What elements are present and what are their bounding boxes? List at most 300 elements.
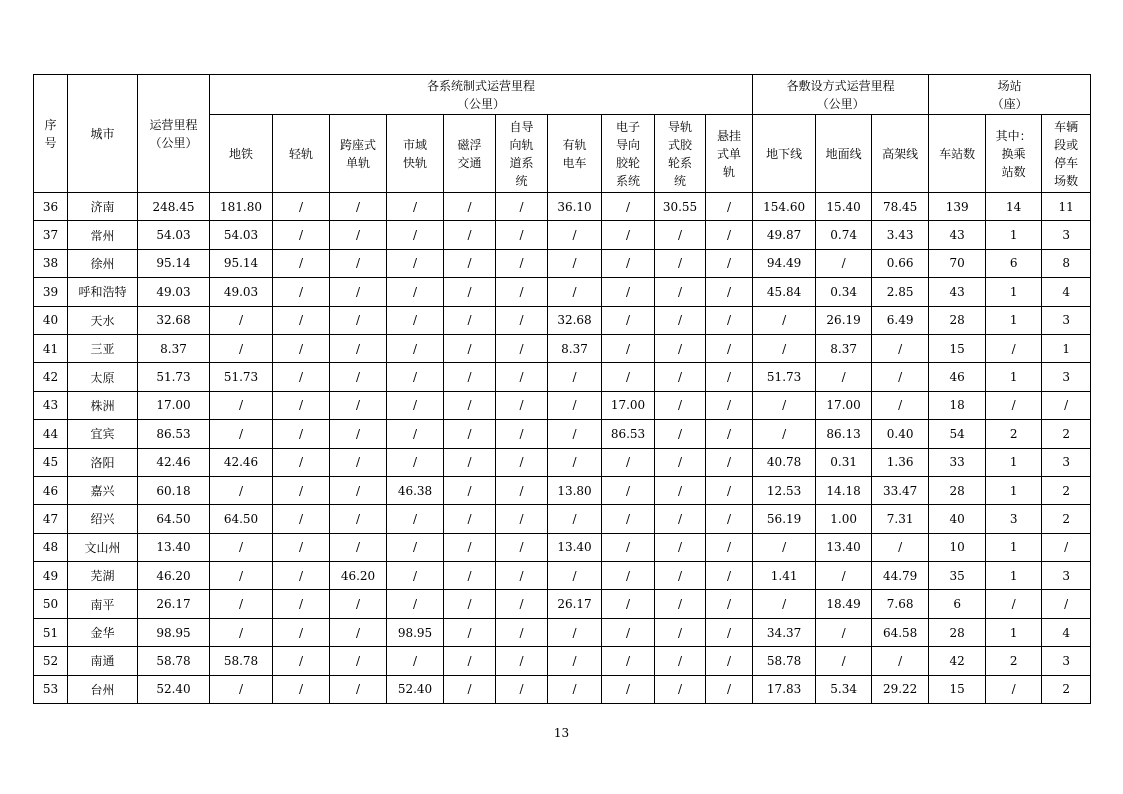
value-cell: 3.43 [872, 221, 929, 249]
value-cell: / [548, 675, 602, 703]
value-cell: / [387, 448, 444, 476]
header-system-col: 市域 快轨 [387, 115, 444, 193]
value-cell: / [273, 278, 330, 306]
header-city: 城市 [68, 75, 138, 193]
value-cell: / [387, 590, 444, 618]
value-cell: / [210, 590, 273, 618]
value-cell: 18.49 [816, 590, 872, 618]
value-cell: / [387, 391, 444, 419]
value-cell: / [496, 278, 548, 306]
value-cell: 40 [929, 505, 986, 533]
value-cell: 49.03 [210, 278, 273, 306]
page-number: 13 [553, 726, 570, 740]
value-cell: / [872, 391, 929, 419]
value-cell: / [330, 306, 387, 334]
value-cell: 49.03 [138, 278, 210, 306]
value-cell: 86.53 [602, 420, 655, 448]
value-cell: / [602, 278, 655, 306]
value-cell: / [655, 647, 706, 675]
value-cell: 18 [929, 391, 986, 419]
value-cell: 17.00 [138, 391, 210, 419]
table-row [34, 647, 1091, 675]
value-cell: / [602, 221, 655, 249]
value-cell: / [210, 533, 273, 561]
value-cell: / [444, 590, 496, 618]
value-cell: 5.34 [816, 675, 872, 703]
value-cell: / [387, 278, 444, 306]
table-header [34, 75, 1091, 193]
header-system-col: 有轨 电车 [548, 115, 602, 193]
value-cell: 46.20 [330, 562, 387, 590]
table-row [34, 193, 1091, 221]
value-cell: / [496, 391, 548, 419]
value-cell: / [602, 334, 655, 362]
value-cell: 3 [1042, 647, 1091, 675]
value-cell: / [496, 448, 548, 476]
value-cell: 0.74 [816, 221, 872, 249]
value-cell: 54 [929, 420, 986, 448]
value-cell: / [816, 562, 872, 590]
seq-cell: 43 [34, 391, 68, 419]
value-cell: / [753, 533, 816, 561]
value-cell: 34.37 [753, 618, 816, 646]
value-cell: / [210, 391, 273, 419]
value-cell: / [548, 562, 602, 590]
seq-cell: 46 [34, 476, 68, 504]
value-cell: 64.58 [872, 618, 929, 646]
header-system-col: 自导 向轨 道系 统 [496, 115, 548, 193]
seq-cell: 50 [34, 590, 68, 618]
value-cell: / [706, 306, 753, 334]
value-cell: / [273, 533, 330, 561]
value-cell: 3 [1042, 562, 1091, 590]
value-cell: 2 [986, 420, 1042, 448]
value-cell: / [548, 391, 602, 419]
value-cell: 29.22 [872, 675, 929, 703]
value-cell: 2 [986, 647, 1042, 675]
header-mileage: 运营里程 （公里） [138, 75, 210, 193]
value-cell: 1 [986, 533, 1042, 561]
value-cell: 2 [1042, 675, 1091, 703]
value-cell: 13.40 [816, 533, 872, 561]
city-cell: 台州 [68, 675, 138, 703]
value-cell: 17.00 [602, 391, 655, 419]
value-cell: / [330, 448, 387, 476]
value-cell: 51.73 [753, 363, 816, 391]
value-cell: 95.14 [210, 249, 273, 277]
value-cell: / [210, 562, 273, 590]
header-station-col: 车站数 [929, 115, 986, 193]
value-cell: / [273, 647, 330, 675]
value-cell: 49.87 [753, 221, 816, 249]
value-cell: / [273, 476, 330, 504]
value-cell: 6.49 [872, 306, 929, 334]
city-cell: 呼和浩特 [68, 278, 138, 306]
value-cell: 52.40 [138, 675, 210, 703]
value-cell: 3 [986, 505, 1042, 533]
value-cell: / [706, 618, 753, 646]
value-cell: 44.79 [872, 562, 929, 590]
value-cell: / [548, 363, 602, 391]
value-cell: / [706, 647, 753, 675]
city-cell: 芜湖 [68, 562, 138, 590]
value-cell: / [602, 562, 655, 590]
value-cell: / [986, 675, 1042, 703]
header-system-col: 电子 导向 胶轮 系统 [602, 115, 655, 193]
value-cell: / [387, 221, 444, 249]
value-cell: 8.37 [816, 334, 872, 362]
value-cell: / [444, 476, 496, 504]
value-cell: / [273, 193, 330, 221]
value-cell: / [655, 618, 706, 646]
value-cell: / [706, 334, 753, 362]
value-cell: / [330, 647, 387, 675]
value-cell: / [496, 675, 548, 703]
value-cell: / [210, 334, 273, 362]
header-station-col: 车辆 段或 停车 场数 [1042, 115, 1091, 193]
seq-cell: 36 [34, 193, 68, 221]
value-cell: 43 [929, 278, 986, 306]
value-cell: 58.78 [753, 647, 816, 675]
value-cell: 45.84 [753, 278, 816, 306]
value-cell: / [753, 391, 816, 419]
city-cell: 株洲 [68, 391, 138, 419]
value-cell: 78.45 [872, 193, 929, 221]
value-cell: 35 [929, 562, 986, 590]
value-cell: / [496, 505, 548, 533]
value-cell: 12.53 [753, 476, 816, 504]
value-cell: / [706, 590, 753, 618]
value-cell: 51.73 [138, 363, 210, 391]
value-cell: / [387, 306, 444, 334]
value-cell: / [1042, 590, 1091, 618]
value-cell: 4 [1042, 278, 1091, 306]
value-cell: / [330, 505, 387, 533]
city-cell: 洛阳 [68, 448, 138, 476]
value-cell: 46 [929, 363, 986, 391]
header-laying-col: 地下线 [753, 115, 816, 193]
seq-cell: 44 [34, 420, 68, 448]
value-cell: / [706, 278, 753, 306]
value-cell: / [655, 278, 706, 306]
value-cell: 7.31 [872, 505, 929, 533]
header-group-station: 场站 （座） [929, 75, 1091, 115]
city-cell: 南平 [68, 590, 138, 618]
value-cell: / [444, 505, 496, 533]
seq-cell: 48 [34, 533, 68, 561]
table-row [34, 306, 1091, 334]
value-cell: / [330, 420, 387, 448]
value-cell: / [444, 647, 496, 675]
city-cell: 济南 [68, 193, 138, 221]
value-cell: / [330, 618, 387, 646]
city-cell: 太原 [68, 363, 138, 391]
value-cell: / [816, 647, 872, 675]
value-cell: 0.34 [816, 278, 872, 306]
table-body [34, 193, 1091, 704]
table-row [34, 533, 1091, 561]
value-cell: 26.17 [138, 590, 210, 618]
value-cell: / [655, 562, 706, 590]
table-row [34, 675, 1091, 703]
value-cell: / [210, 476, 273, 504]
value-cell: / [602, 590, 655, 618]
table-row [34, 249, 1091, 277]
value-cell: 64.50 [210, 505, 273, 533]
value-cell: 98.95 [387, 618, 444, 646]
value-cell: / [330, 476, 387, 504]
value-cell: 1 [986, 562, 1042, 590]
value-cell: / [602, 448, 655, 476]
value-cell: 17.00 [816, 391, 872, 419]
city-cell: 天水 [68, 306, 138, 334]
header-system-col: 悬挂 式单 轨 [706, 115, 753, 193]
seq-cell: 42 [34, 363, 68, 391]
value-cell: / [444, 221, 496, 249]
value-cell: / [602, 249, 655, 277]
table-row [34, 505, 1091, 533]
value-cell: / [444, 334, 496, 362]
value-cell: / [273, 562, 330, 590]
value-cell: 28 [929, 618, 986, 646]
value-cell: / [816, 618, 872, 646]
value-cell: / [496, 476, 548, 504]
value-cell: / [387, 647, 444, 675]
value-cell: / [548, 420, 602, 448]
value-cell: 46.20 [138, 562, 210, 590]
value-cell: 1.00 [816, 505, 872, 533]
city-cell: 金华 [68, 618, 138, 646]
value-cell: / [655, 221, 706, 249]
value-cell: 1 [986, 363, 1042, 391]
seq-cell: 52 [34, 647, 68, 675]
table-row [34, 448, 1091, 476]
value-cell: 15 [929, 334, 986, 362]
seq-cell: 40 [34, 306, 68, 334]
seq-cell: 51 [34, 618, 68, 646]
value-cell: 14 [986, 193, 1042, 221]
value-cell: / [387, 533, 444, 561]
value-cell: / [496, 221, 548, 249]
value-cell: / [706, 420, 753, 448]
value-cell: / [273, 618, 330, 646]
value-cell: / [706, 675, 753, 703]
value-cell: / [548, 278, 602, 306]
value-cell: 1.41 [753, 562, 816, 590]
value-cell: 43 [929, 221, 986, 249]
value-cell: / [706, 363, 753, 391]
city-cell: 宜宾 [68, 420, 138, 448]
value-cell: / [753, 306, 816, 334]
value-cell: / [330, 334, 387, 362]
value-cell: / [706, 448, 753, 476]
value-cell: 3 [1042, 448, 1091, 476]
value-cell: / [387, 249, 444, 277]
value-cell: 4 [1042, 618, 1091, 646]
value-cell: / [496, 647, 548, 675]
value-cell: 86.53 [138, 420, 210, 448]
value-cell: / [753, 590, 816, 618]
value-cell: / [387, 193, 444, 221]
value-cell: / [210, 618, 273, 646]
table-row [34, 618, 1091, 646]
value-cell: / [1042, 533, 1091, 561]
value-cell: 7.68 [872, 590, 929, 618]
value-cell: 52.40 [387, 675, 444, 703]
seq-cell: 41 [34, 334, 68, 362]
value-cell: / [387, 505, 444, 533]
value-cell: / [872, 363, 929, 391]
value-cell: / [655, 363, 706, 391]
value-cell: / [706, 391, 753, 419]
value-cell: 42.46 [210, 448, 273, 476]
value-cell: 8 [1042, 249, 1091, 277]
value-cell: / [706, 193, 753, 221]
value-cell: / [655, 391, 706, 419]
value-cell: / [602, 675, 655, 703]
city-cell: 嘉兴 [68, 476, 138, 504]
value-cell: / [706, 476, 753, 504]
value-cell: / [706, 533, 753, 561]
operating-mileage-table [33, 74, 1091, 704]
value-cell: 11 [1042, 193, 1091, 221]
value-cell: 3 [1042, 363, 1091, 391]
city-cell: 绍兴 [68, 505, 138, 533]
value-cell: / [444, 618, 496, 646]
value-cell: / [655, 476, 706, 504]
value-cell: 33.47 [872, 476, 929, 504]
value-cell: 56.19 [753, 505, 816, 533]
value-cell: / [602, 618, 655, 646]
value-cell: / [330, 249, 387, 277]
value-cell: 1 [986, 618, 1042, 646]
value-cell: / [273, 391, 330, 419]
value-cell: 1 [986, 306, 1042, 334]
table-row [34, 221, 1091, 249]
value-cell: 32.68 [548, 306, 602, 334]
value-cell: 95.14 [138, 249, 210, 277]
value-cell: / [444, 562, 496, 590]
value-cell: / [816, 249, 872, 277]
value-cell: / [496, 363, 548, 391]
value-cell: / [872, 647, 929, 675]
value-cell: / [330, 590, 387, 618]
header-system-col: 跨座式 单轨 [330, 115, 387, 193]
value-cell: / [706, 562, 753, 590]
value-cell: / [496, 334, 548, 362]
value-cell: 54.03 [210, 221, 273, 249]
value-cell: / [706, 505, 753, 533]
value-cell: / [655, 334, 706, 362]
value-cell: / [387, 562, 444, 590]
value-cell: / [986, 391, 1042, 419]
value-cell: / [210, 675, 273, 703]
value-cell: 17.83 [753, 675, 816, 703]
value-cell: / [444, 306, 496, 334]
value-cell: / [387, 420, 444, 448]
value-cell: / [986, 590, 1042, 618]
value-cell: / [496, 618, 548, 646]
value-cell: / [496, 590, 548, 618]
value-cell: / [496, 249, 548, 277]
value-cell: 2.85 [872, 278, 929, 306]
value-cell: 13.40 [138, 533, 210, 561]
city-cell: 南通 [68, 647, 138, 675]
value-cell: / [496, 562, 548, 590]
header-system-col: 地铁 [210, 115, 273, 193]
value-cell: / [330, 391, 387, 419]
table-row [34, 334, 1091, 362]
value-cell: 13.40 [548, 533, 602, 561]
header-system-col: 轻轨 [273, 115, 330, 193]
value-cell: / [602, 647, 655, 675]
header-system-col: 磁浮 交通 [444, 115, 496, 193]
table-row [34, 278, 1091, 306]
value-cell: / [273, 590, 330, 618]
value-cell: 0.66 [872, 249, 929, 277]
seq-cell: 39 [34, 278, 68, 306]
value-cell: / [1042, 391, 1091, 419]
value-cell: / [444, 448, 496, 476]
seq-cell: 49 [34, 562, 68, 590]
value-cell: / [655, 420, 706, 448]
table-row [34, 391, 1091, 419]
value-cell: / [444, 675, 496, 703]
value-cell: / [602, 476, 655, 504]
value-cell: / [387, 363, 444, 391]
header-group-laying: 各敷设方式运营里程 （公里） [753, 75, 929, 115]
value-cell: 2 [1042, 476, 1091, 504]
value-cell: 6 [986, 249, 1042, 277]
value-cell: / [273, 448, 330, 476]
value-cell: / [548, 221, 602, 249]
value-cell: / [273, 420, 330, 448]
value-cell: / [548, 249, 602, 277]
city-cell: 三亚 [68, 334, 138, 362]
value-cell: / [655, 590, 706, 618]
value-cell: 154.60 [753, 193, 816, 221]
value-cell: / [273, 505, 330, 533]
table-row [34, 420, 1091, 448]
value-cell: 40.78 [753, 448, 816, 476]
value-cell: 10 [929, 533, 986, 561]
value-cell: / [210, 420, 273, 448]
value-cell: / [444, 193, 496, 221]
value-cell: / [496, 306, 548, 334]
value-cell: / [548, 448, 602, 476]
value-cell: 15.40 [816, 193, 872, 221]
value-cell: / [273, 334, 330, 362]
seq-cell: 45 [34, 448, 68, 476]
value-cell: / [330, 533, 387, 561]
value-cell: / [273, 363, 330, 391]
value-cell: 14.18 [816, 476, 872, 504]
value-cell: / [602, 193, 655, 221]
value-cell: 139 [929, 193, 986, 221]
value-cell: / [273, 675, 330, 703]
value-cell: 32.68 [138, 306, 210, 334]
value-cell: 1 [986, 476, 1042, 504]
value-cell: / [655, 249, 706, 277]
value-cell: / [330, 675, 387, 703]
value-cell: 2 [1042, 420, 1091, 448]
value-cell: / [387, 334, 444, 362]
value-cell: 1.36 [872, 448, 929, 476]
city-cell: 文山州 [68, 533, 138, 561]
value-cell: / [330, 363, 387, 391]
value-cell: 8.37 [138, 334, 210, 362]
value-cell: 86.13 [816, 420, 872, 448]
